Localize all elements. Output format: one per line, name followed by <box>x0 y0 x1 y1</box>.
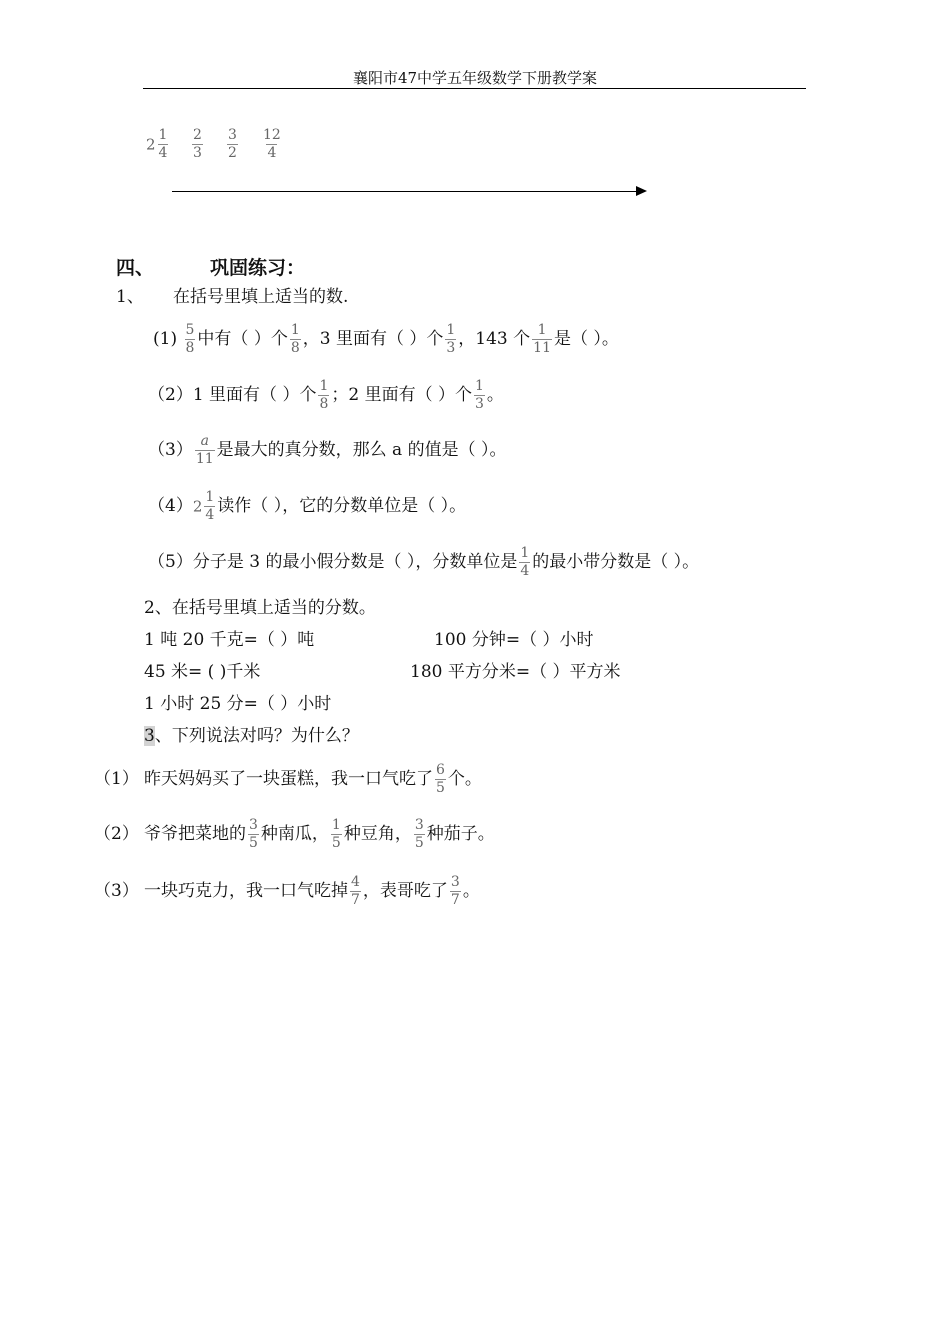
denominator: 8 <box>319 396 329 412</box>
item-text: 爷爷把菜地的 <box>144 824 246 844</box>
item-text: ；2 里面有（ ）个 <box>331 385 472 405</box>
denominator: 8 <box>290 340 300 356</box>
fraction <box>519 545 530 580</box>
number-line-fraction <box>260 127 284 162</box>
fraction <box>474 378 485 413</box>
q3-item-2 <box>144 817 495 852</box>
denominator: 2 <box>228 145 237 161</box>
q3-item-1-label: （1） <box>94 769 139 789</box>
numerator: 1 <box>446 322 456 338</box>
fraction <box>331 817 342 852</box>
q3-item-3-label: （3） <box>94 881 139 901</box>
header-rule <box>143 88 806 89</box>
denominator: 4 <box>267 145 277 161</box>
q1-item-4 <box>148 489 466 524</box>
numerator: 5 <box>185 322 195 338</box>
fraction <box>158 127 169 162</box>
numerator: 1 <box>520 545 530 561</box>
fraction-whole: 2 <box>192 497 203 516</box>
q1-item-1 <box>153 322 619 357</box>
fraction <box>435 762 446 797</box>
fraction <box>204 489 215 524</box>
q2-row-1-left: 1 吨 20 千克=（ ）吨 <box>144 630 315 650</box>
item-text: 一块巧克力，我一口气吃掉 <box>144 881 348 901</box>
denominator: 4 <box>520 563 530 579</box>
numerator: a <box>200 433 209 449</box>
item-text: ，3 里面有（ ）个 <box>302 329 444 349</box>
numerator: 3 <box>249 817 258 833</box>
numerator: 1 <box>475 378 484 394</box>
numerator: 1 <box>331 817 341 833</box>
q3-item-1 <box>144 762 482 797</box>
number-line-fraction <box>225 127 240 162</box>
item-label: （3） <box>148 440 193 460</box>
item-text: 个。 <box>447 769 482 789</box>
q3-title: 、下列说法对吗？为什么？ <box>154 726 359 746</box>
item-label: （4） <box>148 496 193 516</box>
denominator: 5 <box>249 835 258 851</box>
q3-title-line <box>144 724 359 748</box>
numerator: 3 <box>414 817 424 833</box>
item-label: （5） <box>148 552 193 572</box>
denominator: 3 <box>446 340 456 356</box>
q2-row-3-left: 1 小时 25 分=（ ）小时 <box>144 694 332 714</box>
fraction <box>227 127 238 162</box>
numerator: 1 <box>205 489 215 505</box>
item-text: ，143 个 <box>458 329 531 349</box>
item-text: 。 <box>486 385 504 405</box>
q1-item-5 <box>148 545 699 580</box>
q1-item-3 <box>148 433 507 468</box>
item-text: 种南瓜， <box>260 824 329 844</box>
item-text: 种豆角， <box>343 824 412 844</box>
fraction <box>350 874 361 909</box>
denominator: 7 <box>351 892 360 908</box>
numerator: 1 <box>537 322 547 338</box>
denominator: 5 <box>414 835 424 851</box>
item-text: 是（ ）。 <box>553 329 619 349</box>
denominator: 5 <box>436 780 445 796</box>
denominator: 5 <box>331 835 341 851</box>
item-text: 分子是 3 的最小假分数是（ ），分数单位是 <box>192 552 518 572</box>
q2-row-2-right: 180 平方分米=（ ）平方米 <box>410 662 621 682</box>
fraction <box>195 433 215 468</box>
fraction <box>532 322 552 357</box>
denominator: 3 <box>193 145 202 161</box>
item-label: (1) <box>153 329 178 349</box>
numerator: 12 <box>263 127 281 143</box>
denominator: 4 <box>158 145 168 161</box>
numerator: 3 <box>450 874 460 890</box>
fraction <box>414 817 425 852</box>
fraction <box>192 127 203 162</box>
number-line <box>172 191 638 192</box>
q3-number: 3 <box>144 726 155 746</box>
item-text: 的最小带分数是（ ）。 <box>532 552 700 572</box>
q1-title: 在括号里填上适当的数. <box>173 287 349 307</box>
section-index: 四、 <box>116 257 155 279</box>
q1-item-2 <box>148 378 504 413</box>
denominator: 11 <box>533 340 551 356</box>
item-text: 是最大的真分数，那么 a 的值是（ ）。 <box>216 440 507 460</box>
denominator: 3 <box>475 396 484 412</box>
q1-index: 1、 <box>116 287 144 307</box>
fraction <box>262 127 282 162</box>
numerator: 1 <box>290 322 300 338</box>
denominator: 11 <box>195 451 214 467</box>
item-text: ，表哥吃了 <box>362 881 448 901</box>
fraction <box>318 378 329 413</box>
q3-item-2-label: （2） <box>94 824 139 844</box>
item-text: 中有（ ）个 <box>197 329 288 349</box>
fraction <box>445 322 456 357</box>
item-text: 种茄子。 <box>426 824 495 844</box>
denominator: 7 <box>450 892 460 908</box>
fraction <box>185 322 196 357</box>
numerator: 1 <box>158 127 168 143</box>
numerator: 6 <box>436 762 445 778</box>
numerator: 2 <box>193 127 202 143</box>
q2-title: 2、在括号里填上适当的分数。 <box>144 598 376 618</box>
item-text: 读作（ ），它的分数单位是（ ）。 <box>217 496 467 516</box>
fraction <box>248 817 259 852</box>
numerator: 3 <box>228 127 237 143</box>
fraction <box>450 874 461 909</box>
item-text: 。 <box>462 881 480 901</box>
arrow-right-icon <box>636 186 647 196</box>
fraction-whole: 2 <box>146 135 156 154</box>
fraction <box>290 322 301 357</box>
page-header-title: 襄阳市47中学五年级数学下册教学案 <box>352 69 598 87</box>
number-line-fraction <box>190 127 205 162</box>
section-title: 巩固练习： <box>210 257 306 279</box>
numerator: 4 <box>351 874 360 890</box>
item-label: （2） <box>148 385 193 405</box>
numerator: 1 <box>319 378 329 394</box>
q2-row-1-right: 100 分钟=（ ）小时 <box>434 630 594 650</box>
q2-row-2-left: 45 米= ( )千米 <box>144 662 261 682</box>
denominator: 8 <box>185 340 195 356</box>
q3-item-3 <box>144 874 480 909</box>
item-text: 1 里面有（ ）个 <box>192 385 317 405</box>
item-text: 昨天妈妈买了一块蛋糕，我一口气吃了 <box>144 769 433 789</box>
denominator: 4 <box>205 507 215 523</box>
number-line-fraction <box>146 127 170 162</box>
